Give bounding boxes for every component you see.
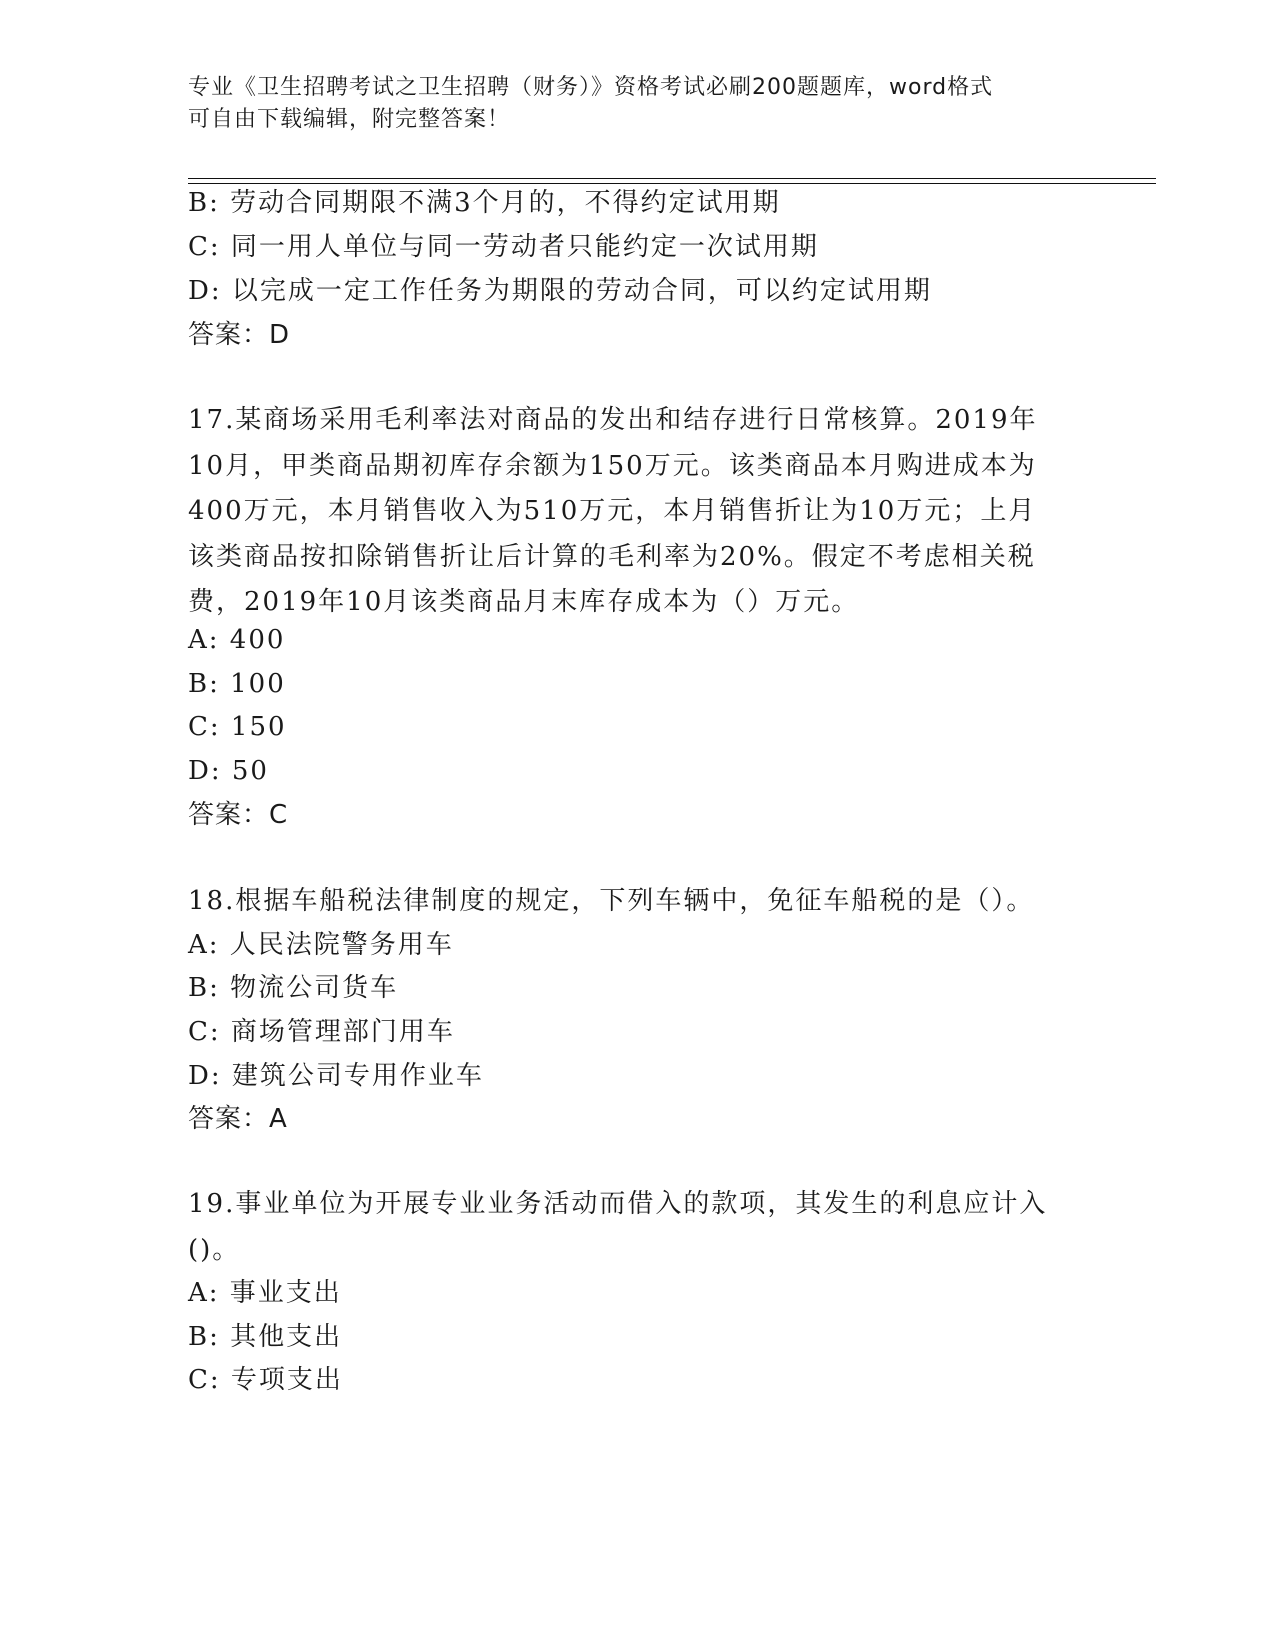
q17-option-d: D: 50	[188, 756, 269, 786]
q16-option-b: B: 劳动合同期限不满3个月的，不得约定试用期	[188, 188, 781, 218]
q17-stem-line: 费，2019年10月该类商品月末库存成本为（）万元。	[188, 587, 860, 617]
q19-option-c: C: 专项支出	[188, 1365, 343, 1395]
q17-option-b: B: 100	[188, 669, 286, 699]
q17-stem-line: 17.某商场采用毛利率法对商品的发出和结存进行日常核算。2019年	[188, 405, 1038, 435]
q17-stem	[188, 398, 1078, 626]
q16-option-c: C: 同一用人单位与同一劳动者只能约定一次试用期	[188, 232, 819, 262]
q18-option-b: B: 物流公司货车	[188, 973, 399, 1003]
q18-answer: 答案：A	[188, 1104, 288, 1134]
q19-option-a: A: 事业支出	[188, 1278, 342, 1308]
q17-option-c: C: 150	[188, 712, 287, 742]
document-header	[188, 72, 1088, 136]
q18-option-a: A: 人民法院警务用车	[188, 930, 454, 960]
header-divider-top	[188, 178, 1156, 179]
q17-answer: 答案：C	[188, 800, 289, 830]
q18-option-c: C: 商场管理部门用车	[188, 1017, 455, 1047]
q18-stem: 18.根据车船税法律制度的规定，下列车辆中，免征车船税的是（）。	[188, 886, 1035, 916]
q16-answer: 答案：D	[188, 320, 291, 350]
q17-stem-line: 10月，甲类商品期初库存余额为150万元。该类商品本月购进成本为	[188, 450, 1037, 481]
q19-stem-line: 19.事业单位为开展专业业务活动而借入的款项，其发生的利息应计入	[188, 1189, 1048, 1219]
q19-stem-line: ()。	[188, 1234, 241, 1265]
q17-stem-line: 该类商品按扣除销售折让后计算的毛利率为20%。假定不考虑相关税	[188, 541, 1036, 572]
q19-option-b: B: 其他支出	[188, 1322, 343, 1352]
q17-option-a: A: 400	[188, 625, 286, 655]
q16-option-d: D: 以完成一定工作任务为期限的劳动合同，可以约定试用期	[188, 276, 932, 306]
q18-option-d: D: 建筑公司专用作业车	[188, 1061, 484, 1091]
header-title-line-1: 专业《卫生招聘考试之卫生招聘（财务）》资格考试必刷200题题库，word格式	[188, 75, 994, 100]
header-title-line-2: 可自由下载编辑，附完整答案！	[188, 107, 511, 132]
q19-stem	[188, 1182, 1078, 1273]
q17-stem-line: 400万元，本月销售收入为510万元，本月销售折让为10万元；上月	[188, 496, 1037, 526]
header-divider-bottom	[188, 183, 1156, 184]
